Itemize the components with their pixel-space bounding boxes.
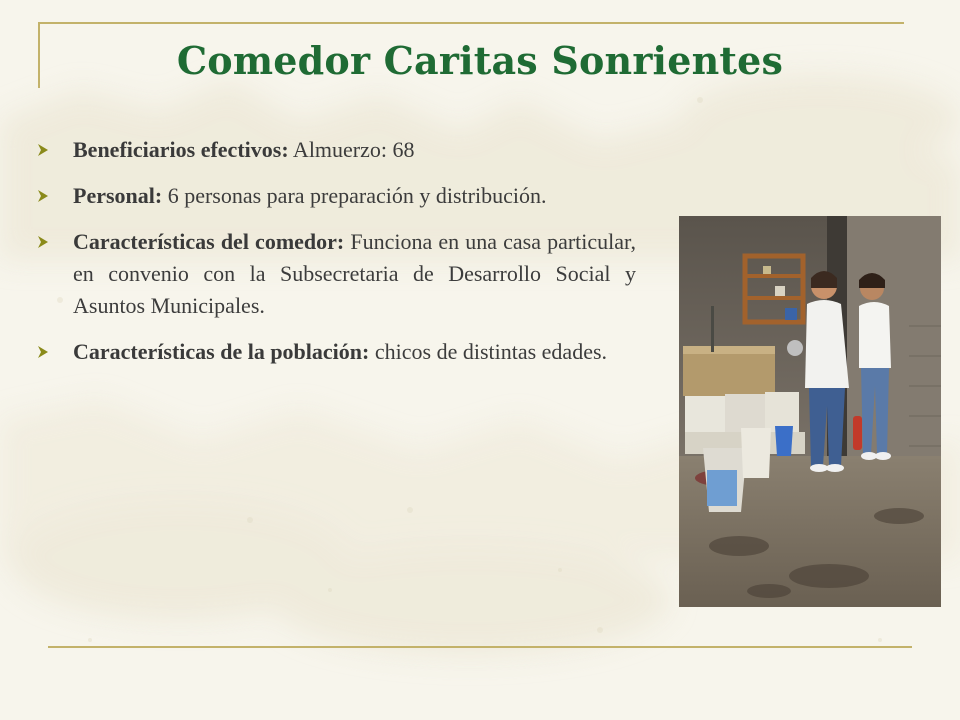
kitchen-photo [679,216,941,607]
bullet-heading: Características de la población: [73,339,370,364]
arrowhead-bullet-icon [36,143,50,157]
bullet-caracteristicas-poblacion [36,336,636,368]
bullet-text: Almuerzo: 68 [288,137,415,162]
slide-title: Comedor Caritas Sonrientes [176,38,784,83]
arrowhead-bullet-icon [36,345,50,359]
bullet-heading: Personal: [73,183,163,208]
bullet-list [36,134,636,382]
bullet-beneficiarios [36,134,636,166]
bullet-text: chicos de distintas edades. [369,339,608,364]
bullet-text: Funciona en una casa particular, en convenio con la Subsecretaria de Desarrollo Social y Asuntos Municipales. [73,229,636,318]
top-rule [38,22,904,24]
bullet-heading: Beneficiarios efectivos: [73,137,289,162]
bullet-personal [36,180,636,212]
arrowhead-bullet-icon [36,235,50,249]
bullet-heading: Características del comedor: [73,229,345,254]
bullet-text: 6 personas para preparación y distribución. [162,183,547,208]
bottom-rule [48,646,912,648]
bullet-caracteristicas-comedor [36,226,636,322]
arrowhead-bullet-icon [36,189,50,203]
